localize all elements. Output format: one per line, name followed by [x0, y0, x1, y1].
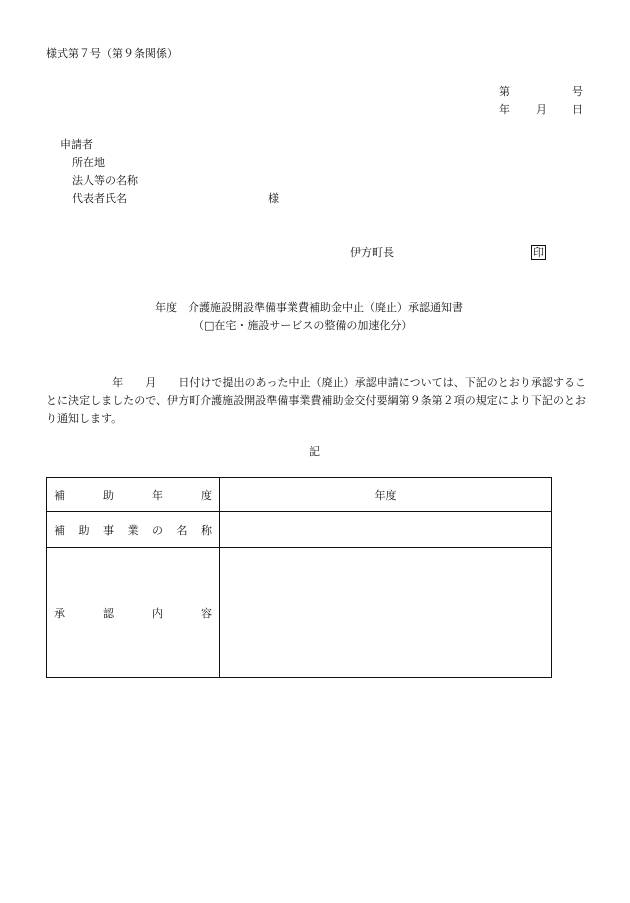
label-char: 補 [54, 523, 65, 537]
label-char: 称 [201, 523, 212, 537]
label-char: 助 [103, 488, 114, 502]
label-char: 助 [78, 523, 90, 537]
honorific: 様 [268, 192, 279, 205]
approval-content-value [220, 548, 552, 678]
doc-number-prefix: 第 [499, 85, 510, 98]
rep-name-label: 代表者氏名 [72, 192, 127, 205]
date-year: 年 [499, 103, 510, 116]
body-paragraph: 年 月 日付けで提出のあった中止（廃止）承認申請については、下記のとおり承認することに決定しましたので、伊方町介護施設開設準備事業費補助金交付要綱第９条第２項の規定により下記のとおり通知します。 [46, 376, 586, 425]
label-char: の [152, 523, 163, 537]
table-row [47, 478, 552, 512]
issuer-name: 伊方町長 [350, 246, 394, 259]
document-subtitle: （□在宅・施設サービスの整備の加速化分） [193, 319, 413, 332]
subsidy-year-value: 年度 [220, 478, 552, 512]
label-char: 業 [127, 523, 139, 537]
label-char: 容 [201, 606, 212, 620]
org-name-label: 法人等の名称 [72, 174, 138, 187]
label-char: 名 [176, 523, 188, 537]
label-char: 承 [54, 606, 65, 620]
document-title: 年度 介護施設開設準備事業費補助金中止（廃止）承認通知書 [155, 301, 463, 314]
approval-content-label [47, 548, 220, 678]
label-char: 年 [152, 488, 163, 502]
table-row [47, 548, 552, 678]
label-char: 度 [201, 488, 212, 502]
form-number: 様式第７号（第９条関係） [46, 47, 178, 60]
label-char: 認 [103, 606, 114, 620]
doc-number-suffix: 号 [572, 85, 583, 98]
date-month: 月 [536, 103, 547, 116]
project-name-label [47, 512, 220, 548]
label-char: 補 [54, 488, 65, 502]
date-day: 日 [572, 103, 583, 116]
ki-heading: 記 [309, 445, 320, 458]
subsidy-year-label [47, 478, 220, 512]
seal-label: 印 [533, 246, 544, 259]
seal-mark [531, 245, 546, 260]
applicant-heading: 申請者 [60, 138, 93, 151]
table-row [47, 512, 552, 548]
details-table [46, 477, 552, 678]
address-label: 所在地 [72, 156, 105, 169]
project-name-value [220, 512, 552, 548]
label-char: 内 [152, 606, 163, 620]
label-char: 事 [103, 523, 114, 537]
